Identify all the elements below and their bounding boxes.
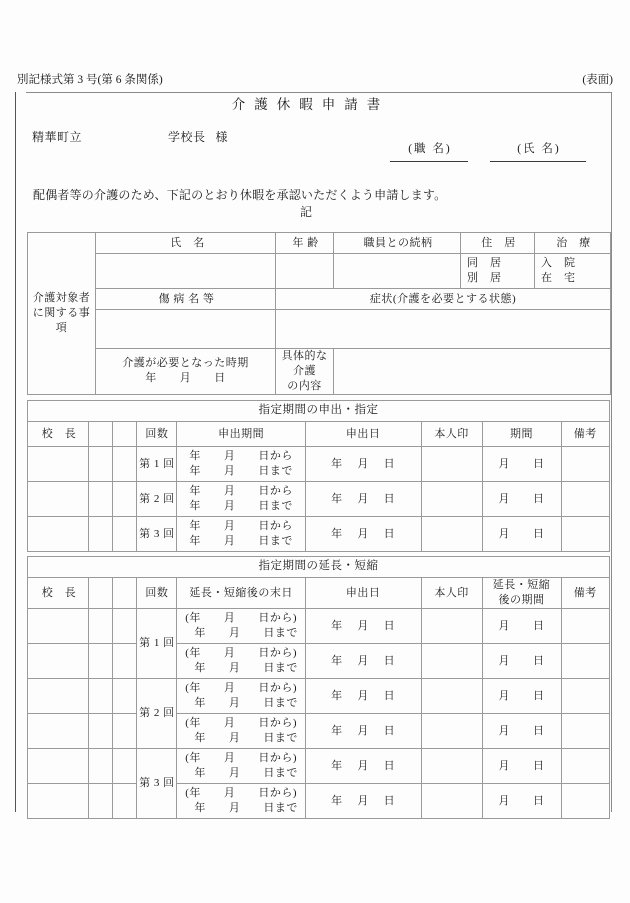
cell-remarks-1[interactable] [561, 447, 610, 482]
cell-remarks-3[interactable] [561, 517, 610, 552]
lastday-to-g3r2: 年 月 日まで [194, 802, 298, 814]
lastday-from-g2r2: (年 月 日から) [185, 717, 298, 730]
cell-count-g3: 第 3 回 [137, 749, 177, 819]
cell-duration-g2r1[interactable]: 月 日 [482, 679, 561, 714]
cell-blank1-2[interactable] [89, 482, 113, 517]
cell-remarks-g2r1[interactable] [561, 679, 610, 714]
cell-blank1-1[interactable] [89, 447, 113, 482]
header-remarks: 備考 [561, 422, 610, 447]
cell-remarks-g1r2[interactable] [561, 644, 610, 679]
treatment-options[interactable] [535, 254, 611, 289]
care-target-table [27, 232, 611, 395]
table-row [28, 784, 610, 819]
cell-seal-g3r2[interactable] [421, 784, 482, 819]
header-symptom: 症状(介護を必要とする状態) [276, 289, 611, 310]
table-row [28, 578, 610, 609]
cell-blank2-1[interactable] [113, 447, 137, 482]
lastday-to-g1r1: 年 月 日まで [194, 627, 298, 639]
cell-apply-date-2[interactable]: 年 月 日 [305, 482, 421, 517]
header-count-ext: 回数 [137, 578, 177, 609]
lastday-to-g3r1: 年 月 日まで [194, 767, 298, 779]
cell-count-2: 第 2 回 [137, 482, 177, 517]
cell-period-2[interactable] [177, 482, 305, 517]
header-duration-line1: 延長・短縮 [492, 579, 551, 592]
cell-count-3: 第 3 回 [137, 517, 177, 552]
cell-duration-g2r2[interactable]: 月 日 [482, 714, 561, 749]
table-row [28, 644, 610, 679]
page-left-rule [15, 92, 16, 812]
job-title-label: (職 名) [408, 143, 452, 155]
cell-principal-seal-g2r2[interactable] [28, 714, 89, 749]
cell-principal-seal-g1r1[interactable] [28, 609, 89, 644]
cell-blank2-g1r2[interactable] [113, 644, 137, 679]
cell-seal-2[interactable] [421, 482, 482, 517]
cell-duration-1[interactable]: 月 日 [482, 447, 561, 482]
cell-principal-seal-1[interactable] [28, 447, 89, 482]
cell-count-g2: 第 2 回 [137, 679, 177, 749]
cell-blank1-g2r1[interactable] [89, 679, 113, 714]
form-number-line [17, 74, 613, 87]
table-row [28, 609, 610, 644]
input-care-content[interactable] [334, 349, 611, 395]
header-name: 氏 名 [96, 233, 276, 254]
header-injury: 傷 病 名 等 [96, 289, 276, 310]
cell-seal-g2r2[interactable] [421, 714, 482, 749]
cell-blank1-g1r2[interactable] [89, 644, 113, 679]
cell-apply-date-3[interactable]: 年 月 日 [305, 517, 421, 552]
extend-band-title: 指定期間の延長・短縮 [28, 557, 610, 578]
cell-apply-date-g2r1[interactable]: 年 月 日 [305, 679, 421, 714]
input-age[interactable] [276, 254, 334, 289]
lastday-from-g1r2: (年 月 日から) [185, 647, 298, 660]
header-blank-2-ext [113, 578, 137, 609]
cell-apply-date-g1r1[interactable]: 年 月 日 [305, 609, 421, 644]
cell-blank1-g2r2[interactable] [89, 714, 113, 749]
care-target-row-label: 介護対象者に関する事項 [28, 233, 96, 395]
header-principal-ext: 校 長 [28, 578, 89, 609]
cell-duration-g1r1[interactable]: 月 日 [482, 609, 561, 644]
cell-period-3[interactable] [177, 517, 305, 552]
period-to-2: 年 月 日まで [189, 500, 293, 512]
cell-blank2-g2r1[interactable] [113, 679, 137, 714]
cell-blank2-g3r1[interactable] [113, 749, 137, 784]
table-row [28, 349, 611, 395]
cell-principal-seal-2[interactable] [28, 482, 89, 517]
cell-apply-date-g2r2[interactable]: 年 月 日 [305, 714, 421, 749]
header-seal: 本人印 [421, 422, 482, 447]
header-blank-1-ext [89, 578, 113, 609]
cell-remarks-g1r1[interactable] [561, 609, 610, 644]
page-title: 介護休暇申請書 [231, 97, 390, 112]
town-name: 精華町立 [32, 130, 83, 144]
cell-blank1-g3r2[interactable] [89, 784, 113, 819]
table-row [28, 714, 610, 749]
header-treatment: 治 療 [535, 233, 611, 254]
side-label: (表面) [582, 74, 613, 86]
cell-lastday-g2r2[interactable] [177, 714, 305, 749]
table-row [28, 422, 610, 447]
header-duration-ext [482, 578, 561, 609]
principal-title: 学校長 [168, 130, 206, 144]
cell-duration-2[interactable]: 月 日 [482, 482, 561, 517]
care-start-date: 年 月 日 [145, 372, 226, 385]
cell-principal-seal-g1r2[interactable] [28, 644, 89, 679]
cell-count-g1: 第 1 回 [137, 609, 177, 679]
signature-block [390, 140, 586, 162]
cell-seal-3[interactable] [421, 517, 482, 552]
header-care-start [96, 349, 276, 395]
cell-principal-seal-g2r1[interactable] [28, 679, 89, 714]
cell-seal-1[interactable] [421, 447, 482, 482]
cell-seal-g3r1[interactable] [421, 749, 482, 784]
ki-marker: 記 [299, 205, 312, 219]
lastday-from-g3r1: (年 月 日から) [185, 752, 298, 765]
input-name[interactable] [96, 254, 276, 289]
cell-lastday-g1r1[interactable] [177, 609, 305, 644]
period-to-3: 年 月 日まで [189, 535, 293, 547]
cell-blank1-3[interactable] [89, 517, 113, 552]
lastday-to-g1r2: 年 月 日まで [194, 662, 298, 674]
care-start-label: 介護が必要となった時期 [122, 357, 249, 370]
cell-blank1-g3r1[interactable] [89, 749, 113, 784]
period-to-1: 年 月 日まで [189, 465, 293, 477]
table-row [28, 289, 611, 310]
header-residence: 住 居 [461, 233, 535, 254]
cell-principal-seal-g3r1[interactable] [28, 749, 89, 784]
cell-apply-date-g3r1[interactable]: 年 月 日 [305, 749, 421, 784]
header-blank-2 [113, 422, 137, 447]
table-row [28, 233, 611, 254]
header-relation: 職員との続柄 [334, 233, 461, 254]
header-seal-ext: 本人印 [421, 578, 482, 609]
cell-remarks-g2r2[interactable] [561, 714, 610, 749]
period-from-2: 年 月 日から [189, 485, 293, 498]
intro-text: 配偶者等の介護のため、下記のとおり休暇を承認いただくよう申請します。 [33, 188, 447, 202]
cell-apply-date-1[interactable]: 年 月 日 [305, 447, 421, 482]
residence-option-separate[interactable]: 別 居 [467, 272, 502, 284]
header-count: 回数 [137, 422, 177, 447]
cell-duration-3[interactable]: 月 日 [482, 517, 561, 552]
treatment-option-hospital[interactable]: 入 院 [541, 257, 576, 270]
lastday-from-g1r1: (年 月 日から) [185, 612, 298, 625]
header-remarks-ext: 備考 [561, 578, 610, 609]
care-content-label-1: 具体的な介護 [281, 350, 328, 377]
cell-blank2-g1r1[interactable] [113, 609, 137, 644]
cell-blank2-g2r2[interactable] [113, 714, 137, 749]
cell-principal-seal-3[interactable] [28, 517, 89, 552]
cell-period-1[interactable] [177, 447, 305, 482]
extend-period-table [27, 556, 610, 819]
job-signature-line [390, 160, 468, 162]
header-age: 年 齢 [276, 233, 334, 254]
cell-duration-g3r2[interactable]: 月 日 [482, 784, 561, 819]
cell-seal-g1r2[interactable] [421, 644, 482, 679]
cell-lastday-g3r1[interactable] [177, 749, 305, 784]
header-duration-line2: 後の期間 [498, 594, 545, 606]
table-row [28, 310, 611, 349]
header-care-content [276, 349, 334, 395]
name-signature-field[interactable] [490, 140, 586, 162]
table-row [28, 254, 611, 289]
input-injury[interactable] [96, 310, 276, 349]
input-symptom[interactable] [276, 310, 611, 349]
cell-remarks-g3r2[interactable] [561, 784, 610, 819]
lastday-from-g3r2: (年 月 日から) [185, 787, 298, 800]
header-principal: 校 長 [28, 422, 89, 447]
apply-period-table [27, 400, 610, 552]
cell-remarks-g3r1[interactable] [561, 749, 610, 784]
cell-lastday-g1r2[interactable] [177, 644, 305, 679]
table-row [28, 749, 610, 784]
table-row [28, 679, 610, 714]
residence-options[interactable] [461, 254, 535, 289]
header-apply-period: 申出期間 [177, 422, 305, 447]
lastday-to-g2r1: 年 月 日まで [194, 697, 298, 709]
cell-remarks-2[interactable] [561, 482, 610, 517]
table-row [28, 447, 610, 482]
treatment-option-home[interactable]: 在 宅 [541, 272, 576, 284]
header-duration: 期間 [482, 422, 561, 447]
cell-principal-seal-g3r2[interactable] [28, 784, 89, 819]
cell-blank2-2[interactable] [113, 482, 137, 517]
cell-apply-date-g3r2[interactable]: 年 月 日 [305, 784, 421, 819]
table-row [28, 401, 610, 422]
period-from-1: 年 月 日から [189, 450, 293, 463]
apply-band-title: 指定期間の申出・指定 [28, 401, 610, 422]
addressee-line [32, 128, 228, 145]
form-number: 別記様式第 3 号(第 6 条関係) [17, 74, 163, 86]
name-signature-line [490, 160, 586, 162]
header-apply-date: 申出日 [305, 422, 421, 447]
cell-duration-g1r2[interactable]: 月 日 [482, 644, 561, 679]
header-apply-date-ext: 申出日 [305, 578, 421, 609]
job-signature-field[interactable] [390, 140, 468, 162]
cell-seal-g1r1[interactable] [421, 609, 482, 644]
header-last-day: 延長・短縮後の末日 [177, 578, 305, 609]
cell-lastday-g3r2[interactable] [177, 784, 305, 819]
honorific: 様 [215, 130, 229, 144]
table-row [28, 517, 610, 552]
cell-blank1-g1r1[interactable] [89, 609, 113, 644]
table-row [28, 482, 610, 517]
lastday-from-g2r1: (年 月 日から) [185, 682, 298, 695]
header-blank-1 [89, 422, 113, 447]
name-label: (氏 名) [517, 143, 561, 155]
lastday-to-g2r2: 年 月 日まで [194, 732, 298, 744]
cell-lastday-g2r1[interactable] [177, 679, 305, 714]
cell-duration-g3r1[interactable]: 月 日 [482, 749, 561, 784]
cell-count-1: 第 1 回 [137, 447, 177, 482]
care-content-label-2: の内容 [287, 379, 322, 392]
table-row [28, 557, 610, 578]
cell-blank2-3[interactable] [113, 517, 137, 552]
cell-apply-date-g1r2[interactable]: 年 月 日 [305, 644, 421, 679]
cell-blank2-g3r2[interactable] [113, 784, 137, 819]
residence-option-together[interactable]: 同 居 [467, 257, 502, 270]
period-from-3: 年 月 日から [189, 520, 293, 533]
cell-seal-g2r1[interactable] [421, 679, 482, 714]
input-relation[interactable] [334, 254, 461, 289]
